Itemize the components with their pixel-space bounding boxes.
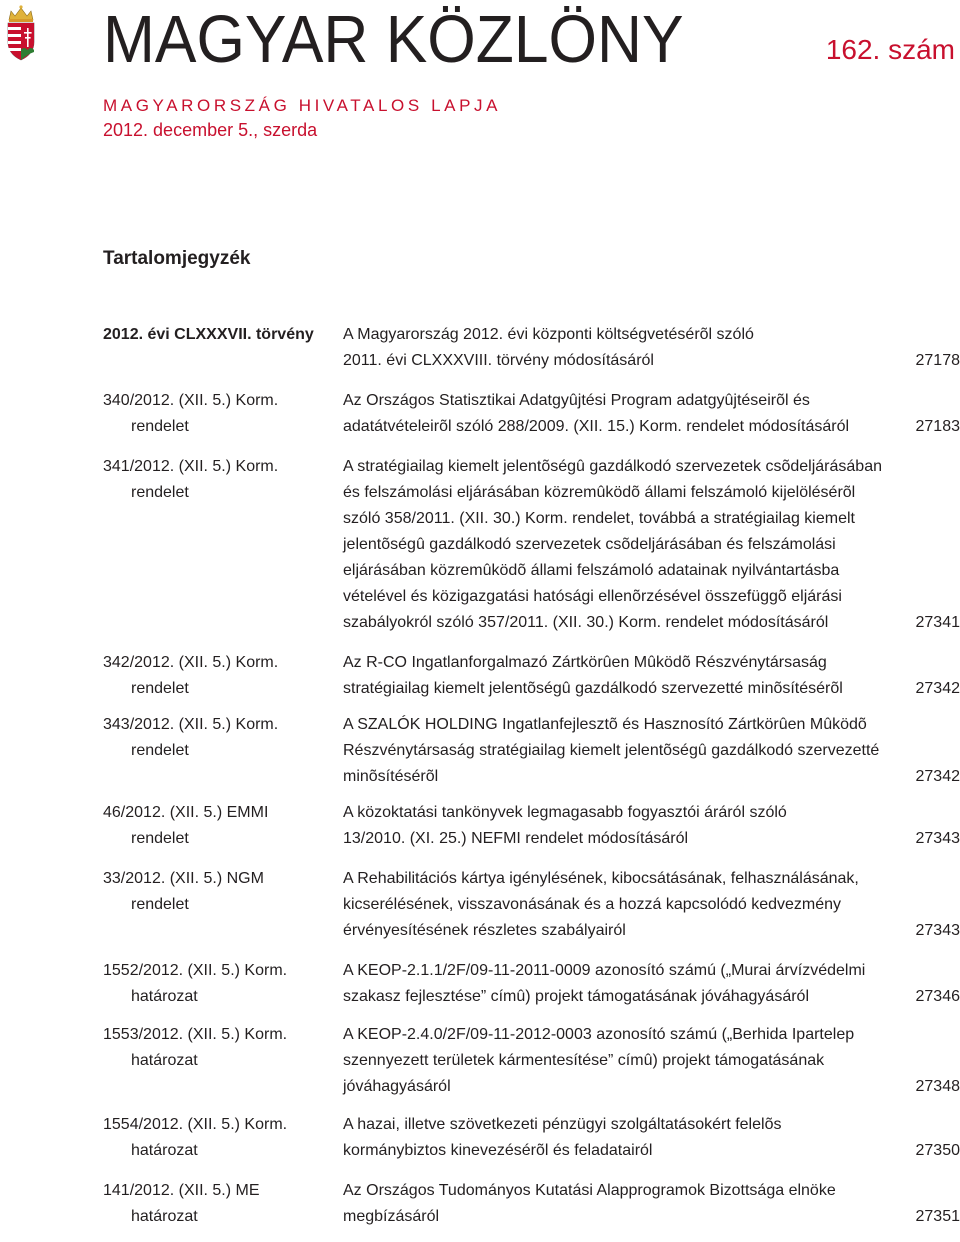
reference-number: 2012. évi CLXXXVII. törvény [103, 322, 339, 348]
toc-entry-reference [103, 866, 339, 918]
toc-entry-description [343, 388, 960, 440]
toc-entry-description [343, 1112, 960, 1164]
reference-number: 46/2012. (XII. 5.) EMMI [103, 800, 339, 826]
toc-entry [103, 650, 960, 702]
page-number: 27343 [916, 826, 960, 852]
page-number: 27351 [916, 1204, 960, 1230]
table-of-contents [103, 322, 960, 1242]
toc-heading: Tartalomjegyzék [103, 248, 250, 270]
page-number: 27342 [916, 764, 960, 790]
description-line: kormánybiztos kinevezésérõl és feladatairól [343, 1138, 898, 1164]
toc-entry-description [343, 712, 960, 790]
description-line: minõsítésérõl [343, 764, 898, 790]
coat-of-arms-logo [4, 4, 38, 64]
description-line: szennyezett területek kármentesítése” címû) projekt támogatásának [343, 1048, 898, 1074]
reference-type: határozat [103, 1138, 339, 1164]
toc-entry-description [343, 650, 960, 702]
reference-type: határozat [103, 1204, 339, 1230]
description-line: szakasz fejlesztése” címû) projekt támogatásának jóváhagyásáról [343, 984, 898, 1010]
publication-date: 2012. december 5., szerda [103, 120, 317, 141]
toc-entry [103, 1112, 960, 1164]
toc-entry-reference [103, 712, 339, 764]
page-number: 27341 [916, 610, 960, 636]
toc-entry-description [343, 800, 960, 852]
reference-type: rendelet [103, 480, 339, 506]
toc-entry [103, 322, 960, 374]
toc-entry [103, 866, 960, 944]
toc-entry-description [343, 1022, 960, 1100]
description-line: A közoktatási tankönyvek legmagasabb fogyasztói áráról szóló [343, 800, 898, 826]
toc-entry-reference [103, 322, 339, 348]
reference-number: 33/2012. (XII. 5.) NGM [103, 866, 339, 892]
reference-type: rendelet [103, 826, 339, 852]
toc-entry [103, 388, 960, 440]
toc-entry [103, 1022, 960, 1100]
toc-entry-description [343, 1178, 960, 1230]
reference-type: határozat [103, 984, 339, 1010]
description-line: Az Országos Tudományos Kutatási Alapprogramok Bizottsága elnöke [343, 1178, 898, 1204]
description-line: vételével és közigazgatási hatósági ellenõrzésével összefüggõ eljárási [343, 584, 898, 610]
description-line: szóló 358/2011. (XII. 30.) Korm. rendelet, továbbá a stratégiailag kiemelt [343, 506, 898, 532]
toc-entry-reference [103, 1022, 339, 1074]
toc-entry [103, 454, 960, 636]
toc-entry-reference [103, 454, 339, 506]
toc-entry-description [343, 322, 960, 374]
page-number: 27348 [916, 1074, 960, 1100]
toc-entry [103, 958, 960, 1010]
description-line: szabályokról szóló 357/2011. (XII. 30.) Korm. rendelet módosításáról [343, 610, 898, 636]
reference-number: 341/2012. (XII. 5.) Korm. [103, 454, 339, 480]
reference-type: rendelet [103, 676, 339, 702]
description-line: jelentõségû gazdálkodó szervezetek csõdeljárásában és felszámolási [343, 532, 898, 558]
description-line: adatátvételeirõl szóló 288/2009. (XII. 15.) Korm. rendelet módosításáról [343, 414, 898, 440]
publication-title: MAGYAR KÖZLÖNY [103, 4, 684, 76]
issue-number: 162. szám [826, 34, 955, 66]
page-number: 27183 [916, 414, 960, 440]
toc-entry-reference [103, 1112, 339, 1164]
toc-entry-description [343, 866, 960, 944]
description-line: A KEOP-2.4.0/2F/09-11-2012-0003 azonosító számú („Berhida Ipartelep [343, 1022, 898, 1048]
toc-entry [103, 800, 960, 852]
description-line: A SZALÓK HOLDING Ingatlanfejlesztõ és Hasznosító Zártkörûen Mûködõ [343, 712, 898, 738]
toc-entry-reference [103, 1178, 339, 1230]
description-line: 2011. évi CLXXXVIII. törvény módosításáról [343, 348, 898, 374]
description-line: Az Országos Statisztikai Adatgyûjtési Program adatgyûjtéseirõl és [343, 388, 898, 414]
description-line: eljárásában közremûködõ állami felszámoló adatainak nyilvántartásba [343, 558, 898, 584]
toc-entry-reference [103, 800, 339, 852]
publication-subtitle: MAGYARORSZÁG HIVATALOS LAPJA [103, 96, 501, 116]
description-line: Részvénytársaság stratégiailag kiemelt jelentõségû gazdálkodó szervezetté [343, 738, 898, 764]
reference-type: határozat [103, 1048, 339, 1074]
reference-number: 141/2012. (XII. 5.) ME [103, 1178, 339, 1204]
toc-entry-description [343, 958, 960, 1010]
page-number: 27343 [916, 918, 960, 944]
description-line: kicserélésének, visszavonásának és a hozzá kapcsolódó kedvezmény [343, 892, 898, 918]
description-line: A Rehabilitációs kártya igénylésének, kibocsátásának, felhasználásának, [343, 866, 898, 892]
description-line: stratégiailag kiemelt jelentõségû gazdálkodó szervezetté minõsítésérõl [343, 676, 898, 702]
description-line: jóváhagyásáról [343, 1074, 898, 1100]
description-line: Az R-CO Ingatlanforgalmazó Zártkörûen Mûködõ Részvénytársaság [343, 650, 898, 676]
toc-entry-reference [103, 958, 339, 1010]
description-line: érvényesítésének részletes szabályairól [343, 918, 898, 944]
page-number: 27178 [916, 348, 960, 374]
page-number: 27346 [916, 984, 960, 1010]
reference-number: 340/2012. (XII. 5.) Korm. [103, 388, 339, 414]
description-line: 13/2010. (XI. 25.) NEFMI rendelet módosításáról [343, 826, 898, 852]
toc-entry [103, 1178, 960, 1230]
toc-entry-reference [103, 388, 339, 440]
reference-type: rendelet [103, 892, 339, 918]
reference-type: rendelet [103, 414, 339, 440]
description-line: A hazai, illetve szövetkezeti pénzügyi szolgáltatásokért felelõs [343, 1112, 898, 1138]
page-number: 27342 [916, 676, 960, 702]
toc-entry-description [343, 454, 960, 636]
description-line: A stratégiailag kiemelt jelentõségû gazdálkodó szervezetek csõdeljárásában [343, 454, 898, 480]
reference-number: 1553/2012. (XII. 5.) Korm. [103, 1022, 339, 1048]
reference-number: 1552/2012. (XII. 5.) Korm. [103, 958, 339, 984]
reference-type: rendelet [103, 738, 339, 764]
reference-number: 342/2012. (XII. 5.) Korm. [103, 650, 339, 676]
description-line: megbízásáról [343, 1204, 898, 1230]
description-line: és felszámolási eljárásában közremûködõ állami felszámoló kijelölésérõl [343, 480, 898, 506]
description-line: A KEOP-2.1.1/2F/09-11-2011-0009 azonosító számú („Murai árvízvédelmi [343, 958, 898, 984]
reference-number: 1554/2012. (XII. 5.) Korm. [103, 1112, 339, 1138]
toc-entry-reference [103, 650, 339, 702]
reference-number: 343/2012. (XII. 5.) Korm. [103, 712, 339, 738]
description-line: A Magyarország 2012. évi központi költségvetésérõl szóló [343, 322, 898, 348]
page-number: 27350 [916, 1138, 960, 1164]
toc-entry [103, 712, 960, 790]
